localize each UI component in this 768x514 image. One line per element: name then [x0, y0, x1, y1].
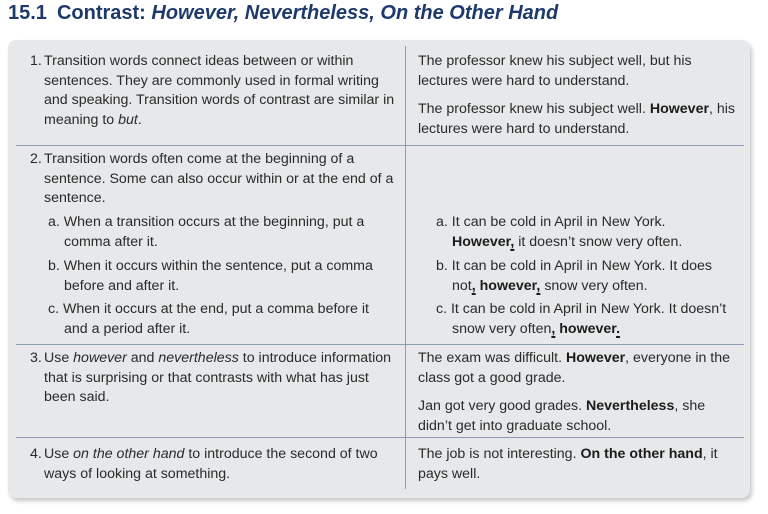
example-4-post: , it pays well.: [418, 446, 718, 482]
title-italic: However, Nevertheless, On the Other Hand: [151, 2, 559, 24]
example-2b-punct2: ,: [536, 277, 541, 294]
rule-1-end: .: [137, 111, 142, 128]
example-2b-post: snow very often.: [540, 277, 648, 294]
example-3a: [418, 349, 740, 388]
example-4-bold: On the other hand: [580, 446, 703, 462]
rule-number: 3.: [30, 350, 42, 366]
rule-number: 2.: [30, 151, 42, 167]
example-1b-post: , his lectures were hard to understand.: [418, 101, 736, 137]
example-1b-pre: The professor knew his subject well.: [418, 101, 650, 117]
example-4-pre: The job is not interesting.: [418, 446, 581, 462]
example-2b-bold: however: [475, 277, 537, 294]
example-2c-bold: however: [555, 320, 617, 337]
rule-3-pre: Use: [44, 350, 74, 366]
example-2c: [436, 300, 728, 339]
example-2a-post: it doesn’t snow very often.: [514, 233, 683, 250]
example-3b-pre: Jan got very good grades.: [418, 398, 586, 414]
rule-3-post: to introduce information that is surprising or that contrasts with what has just been said.: [44, 350, 392, 405]
example-2b-punct1: ,: [471, 277, 476, 294]
example-4: [418, 445, 740, 484]
example-2a-pre: a. It can be cold in April in New York.: [436, 214, 666, 230]
rule-2a: a. When a transition occurs at the beginning, put a comma after it.: [48, 214, 365, 250]
rule-3-text: [44, 349, 394, 408]
example-3b: [418, 397, 740, 436]
title-lead: Contrast:: [56, 2, 152, 24]
rule-3-mid: and: [126, 350, 159, 366]
example-2a-bold: However: [452, 233, 511, 250]
page-title: [8, 0, 558, 28]
example-3a-post: , everyone in the class got a good grade.: [418, 350, 731, 386]
example-2c-punct1: ,: [551, 320, 556, 337]
section-number: 15.1: [8, 2, 47, 24]
rule-1-italic: but: [118, 111, 138, 128]
rule-number: 4.: [30, 446, 42, 462]
rule-3-italic1: however: [73, 350, 127, 366]
row-divider: [16, 344, 744, 345]
column-divider: [405, 46, 406, 489]
example-3b-post: , she didn’t get into graduate school.: [418, 398, 706, 434]
rule-2-text: Transition words often come at the beginning of a sentence. Some can also occur within or at the end of a sentence.: [44, 151, 394, 206]
example-3a-bold: However: [565, 350, 626, 366]
example-3a-pre: The exam was difficult.: [418, 350, 566, 366]
rule-4-text: [44, 445, 394, 484]
row-divider: [16, 145, 744, 146]
rule-4-post: to introduce the second of two ways of looking at something.: [44, 446, 378, 482]
example-1a: The professor knew his subject well, but his lectures were hard to understand.: [418, 53, 692, 89]
example-3b-bold: Nevertheless: [586, 398, 675, 414]
rule-1-text: [44, 52, 396, 130]
row-divider: [16, 437, 744, 438]
rule-1-body: Transition words connect ideas between or within sentences. They are commonly used in formal writing and speaking. Transition words of contrast are similar in meaning to: [44, 53, 395, 128]
example-2c-pre: c. It can be cold in April in New York. It doesn’t snow very often: [436, 301, 727, 337]
rule-4-pre: Use: [44, 446, 74, 462]
example-1b-bold: However: [649, 101, 709, 117]
rule-number: 1.: [30, 53, 42, 69]
rule-3-italic2: nevertheless: [158, 350, 239, 366]
example-2c-punct2: .: [616, 320, 621, 337]
example-2b: [436, 257, 728, 296]
rule-4-italic: on the other hand: [73, 446, 185, 462]
rule-2c: c. When it occurs at the end, put a comma before it and a period after it.: [48, 301, 369, 337]
rule-2b: b. When it occurs within the sentence, put a comma before and after it.: [48, 258, 373, 294]
example-2a-punct: ,: [510, 233, 515, 250]
example-2a: [436, 213, 738, 252]
example-2b-pre: b. It can be cold in April in New York. It does not: [436, 258, 713, 294]
example-1b: [418, 100, 740, 139]
